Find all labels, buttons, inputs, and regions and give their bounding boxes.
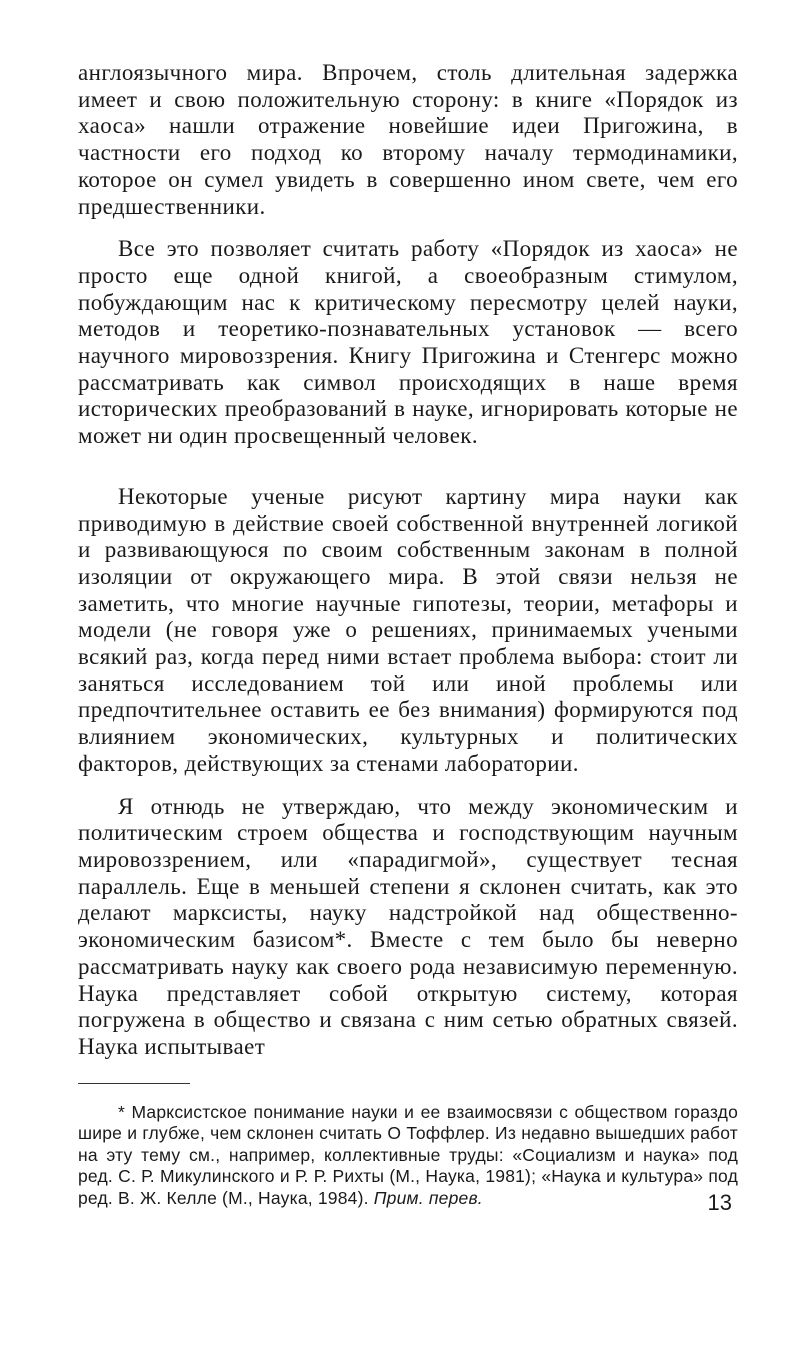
footnote: [78, 1102, 738, 1210]
paragraph-continuation: англоязычного мира. Впрочем, столь длительная задержка имеет и свою положительную сторону: в книге «Порядок из хаоса» нашли отражение новейшие идеи Пригожина, в частности его подход ко второму началу термодинамики, которое он сумел увидеть в совершенно ином свете, чем его предшественники.: [78, 60, 738, 219]
page-body: [78, 60, 738, 1209]
paragraph-order-from-chaos: Все это позволяет считать работу «Порядок из хаоса» не просто еще одной книгой, а своеобразным стимулом, побуждающим нас к критическому пересмотру целей науки, методов и теоретико-познавательных установок — всего научного мировоззрения. Книгу Пригожина и Стенгерс можно рассматривать как символ происходящих в наше время исторических преобразований в науке, игнорировать которые не может ни один просвещенный человек.: [78, 236, 738, 449]
paragraph-open-system: Я отнюдь не утверждаю, что между экономическим и политическим строем общества и господствующим научным мировоззрением, или «парадигмой», существует тесная параллель. Еще в меньшей степени я склонен считать, как это делают марксисты, науку надстройкой над общественно-экономическим базисом*. Вместе с тем было бы неверно рассматривать науку как своего рода независимую переменную. Наука представляет собой открытую систему, которая погружена в общество и связана с ним сетью обратных связей. Наука испытывает: [78, 793, 738, 1059]
paragraph-science-isolation: Некоторые ученые рисуют картину мира науки как приводимую в действие своей собственной внутренней логикой и развивающуюся по своим собственным законам в полной изоляции от окружающего мира. В этой связи нельзя не заметить, что многие научные гипотезы, теории, метафоры и модели (не говоря уже о решениях, принимаемых учеными всякий раз, когда перед ними встает проблема выбора: стоит ли заняться исследованием той или иной проблемы или предпочтительнее оставить ее без внимания) формируются под влиянием экономических, культурных и политических факторов, действующих за стенами лаборатории.: [78, 483, 738, 776]
footnote-text: * Марксистское понимание науки и ее взаимосвязи с обществом гораздо шире и глубже, чем склонен считать О Тоффлер. Из недавно вышедших работ на эту тему см., например, коллективные труды: «Социализм и наука» под ред. С. Р. Микулинского и Р. Р. Рихты (М., Наука, 1981); «Наука и культура» под ред. В. Ж. Келле (М., Наука, 1984).: [78, 1101, 738, 1208]
footnote-separator: [78, 1083, 190, 1084]
page-number: 13: [707, 1190, 732, 1215]
footnote-editor-note: Прим. перев.: [373, 1187, 483, 1208]
